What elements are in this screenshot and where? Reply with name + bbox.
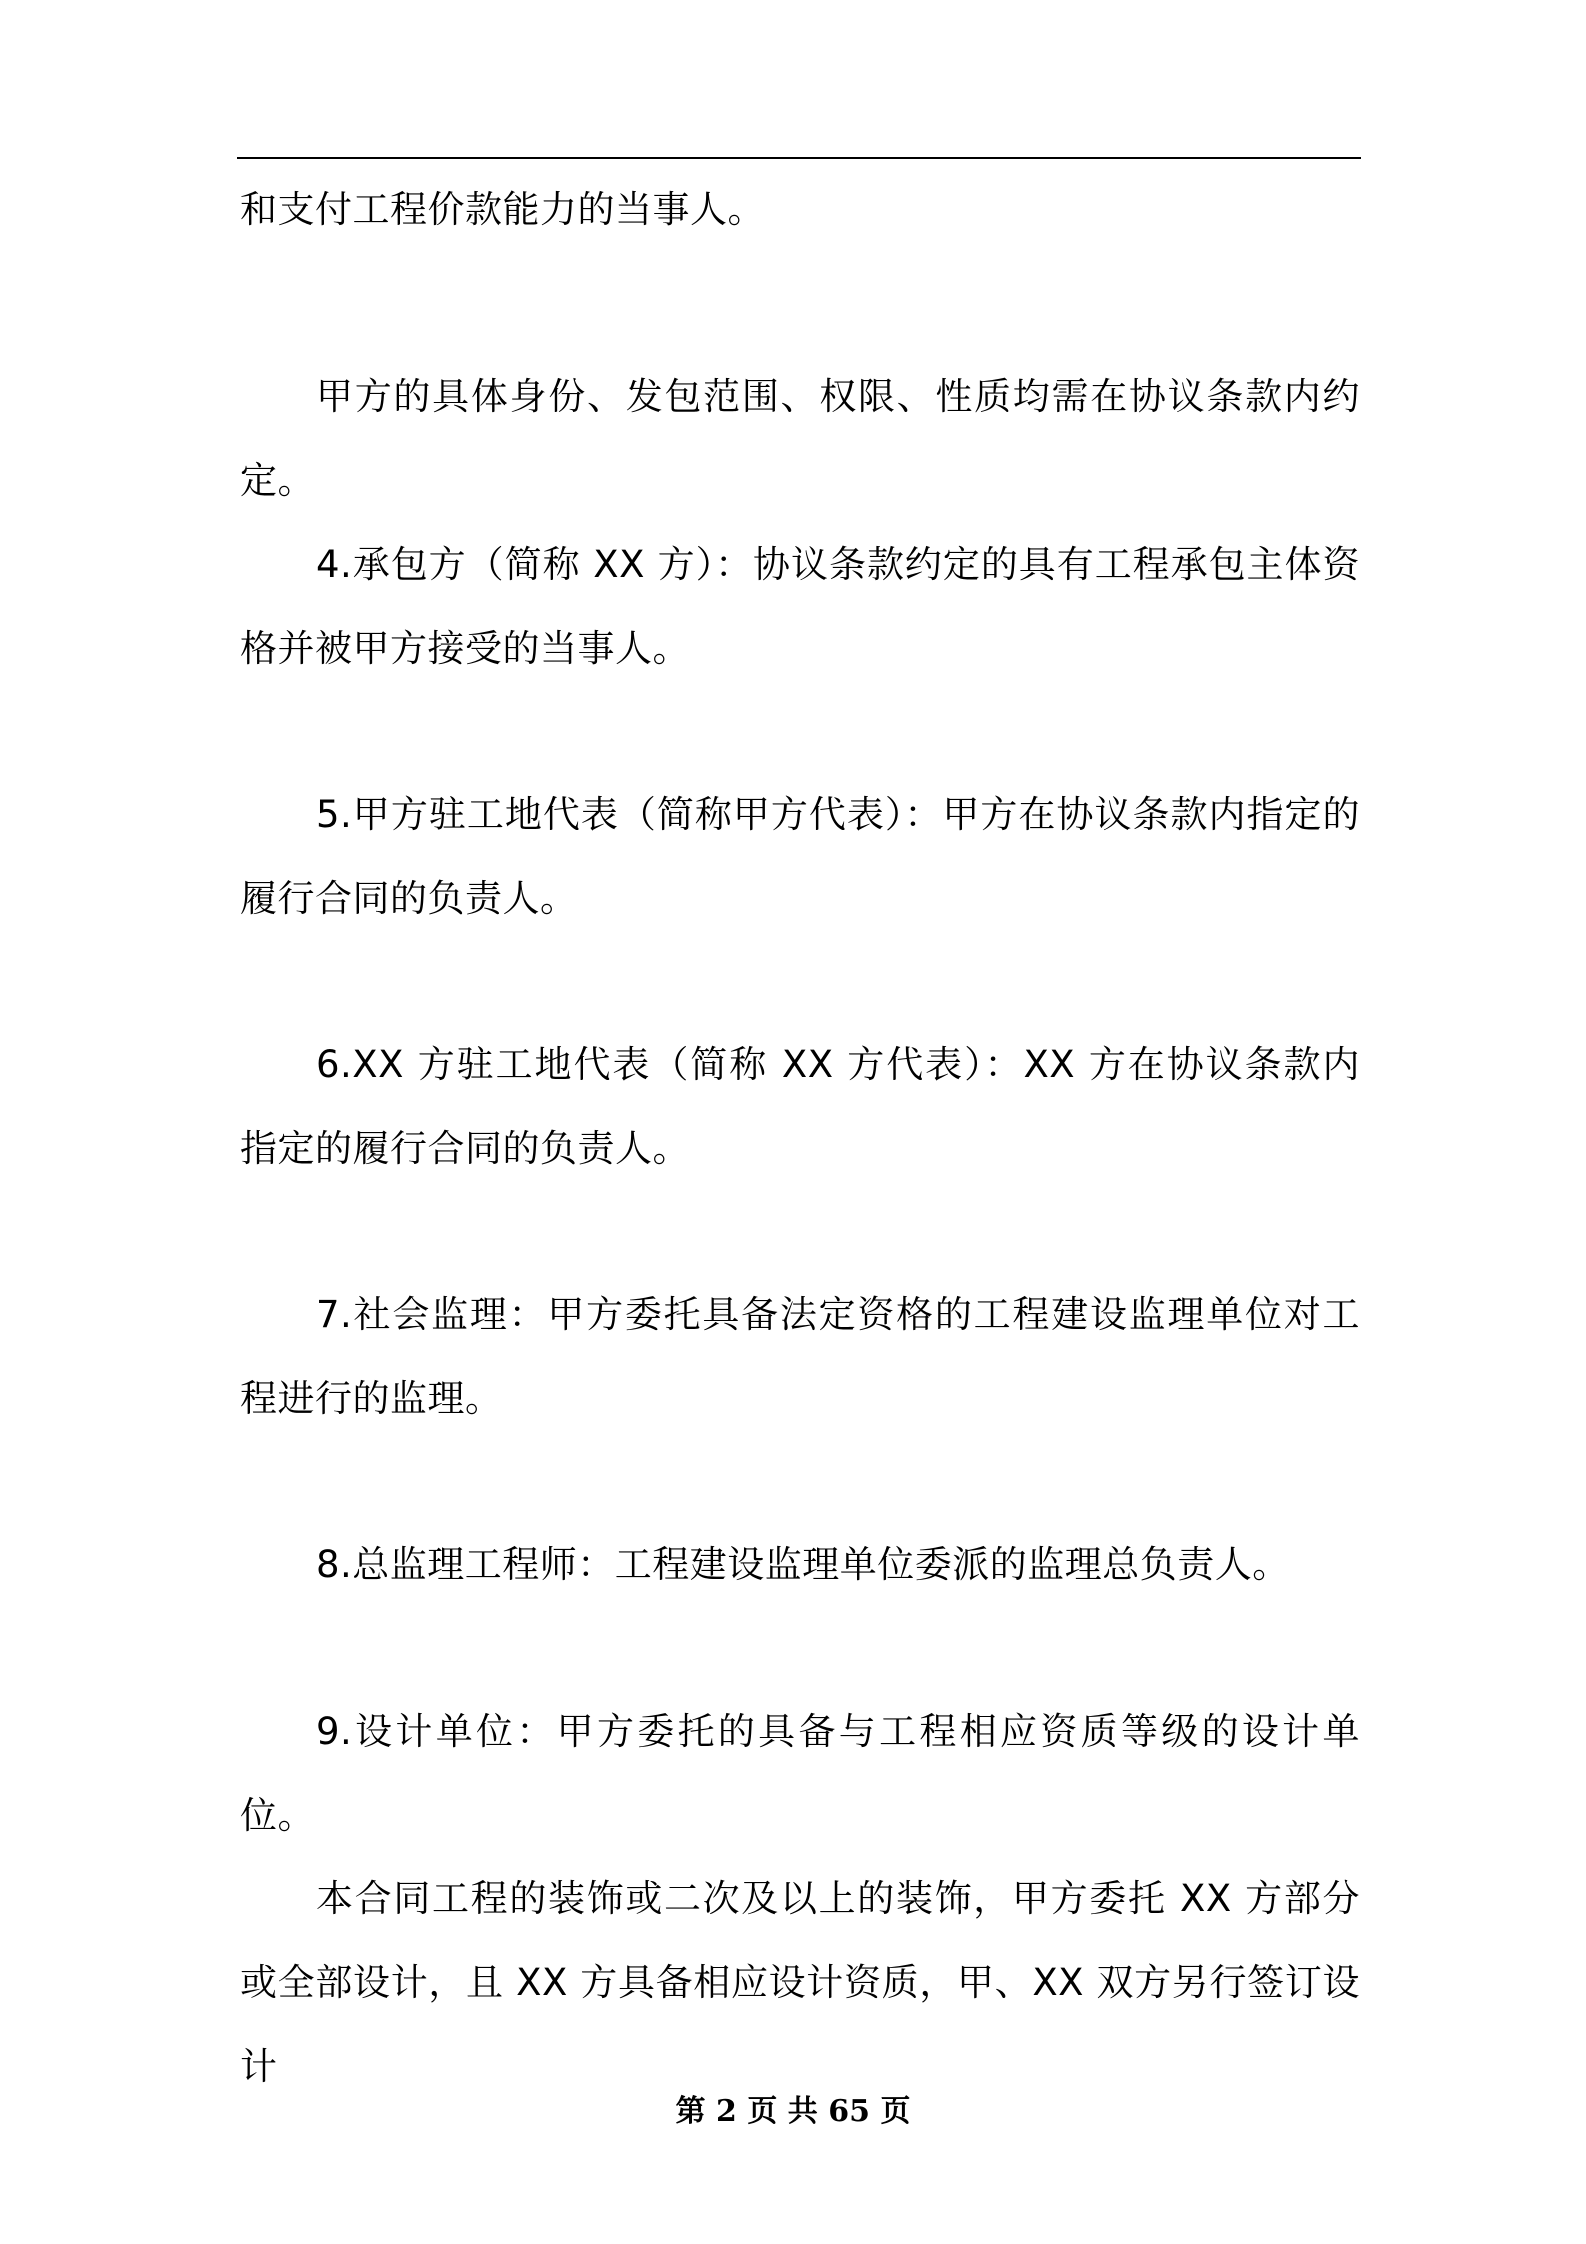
paragraph-item-8: 8.总监理工程师：工程建设监理单位委派的监理总负责人。 <box>316 1543 1290 1586</box>
paragraph-item-9: 9.设计单位：甲方委托的具备与工程相应资质等级的设计单位。 <box>240 1710 1360 1837</box>
page-footer <box>0 2092 1586 2132</box>
paragraph-item-5: 5.甲方驻工地代表（简称甲方代表）：甲方在协议条款内指定的履行合同的负责人。 <box>240 793 1360 920</box>
paragraph-party-a-identity: 甲方的具体身份、发包范围、权限、性质均需在协议条款内约定。 <box>240 375 1360 502</box>
paragraph-item-4: 4.承包方（简称 XX 方）：协议条款约定的具有工程承包主体资格并被甲方接受的当事人。 <box>240 543 1360 670</box>
paragraph-continuation: 和支付工程价款能力的当事人。 <box>240 188 765 231</box>
footer-total-pages: 65 <box>828 2094 870 2129</box>
paragraph-item-6: 6.XX 方驻工地代表（简称 XX 方代表）：XX 方在协议条款内指定的履行合同的负责人。 <box>240 1043 1360 1170</box>
footer-prefix: 第 <box>675 2094 706 2129</box>
paragraph-item-7: 7.社会监理：甲方委托具备法定资格的工程建设监理单位对工程进行的监理。 <box>240 1293 1360 1420</box>
paragraph-design-clause: 本合同工程的装饰或二次及以上的装饰，甲方委托 XX 方部分或全部设计，且 XX 方具备相应设计资质，甲、XX 双方另行签订设计 <box>240 1877 1360 2088</box>
footer-suffix: 页 <box>880 2094 911 2129</box>
header-divider <box>237 157 1361 159</box>
footer-current-page: 2 <box>716 2094 737 2129</box>
footer-middle: 页 共 <box>747 2094 818 2129</box>
